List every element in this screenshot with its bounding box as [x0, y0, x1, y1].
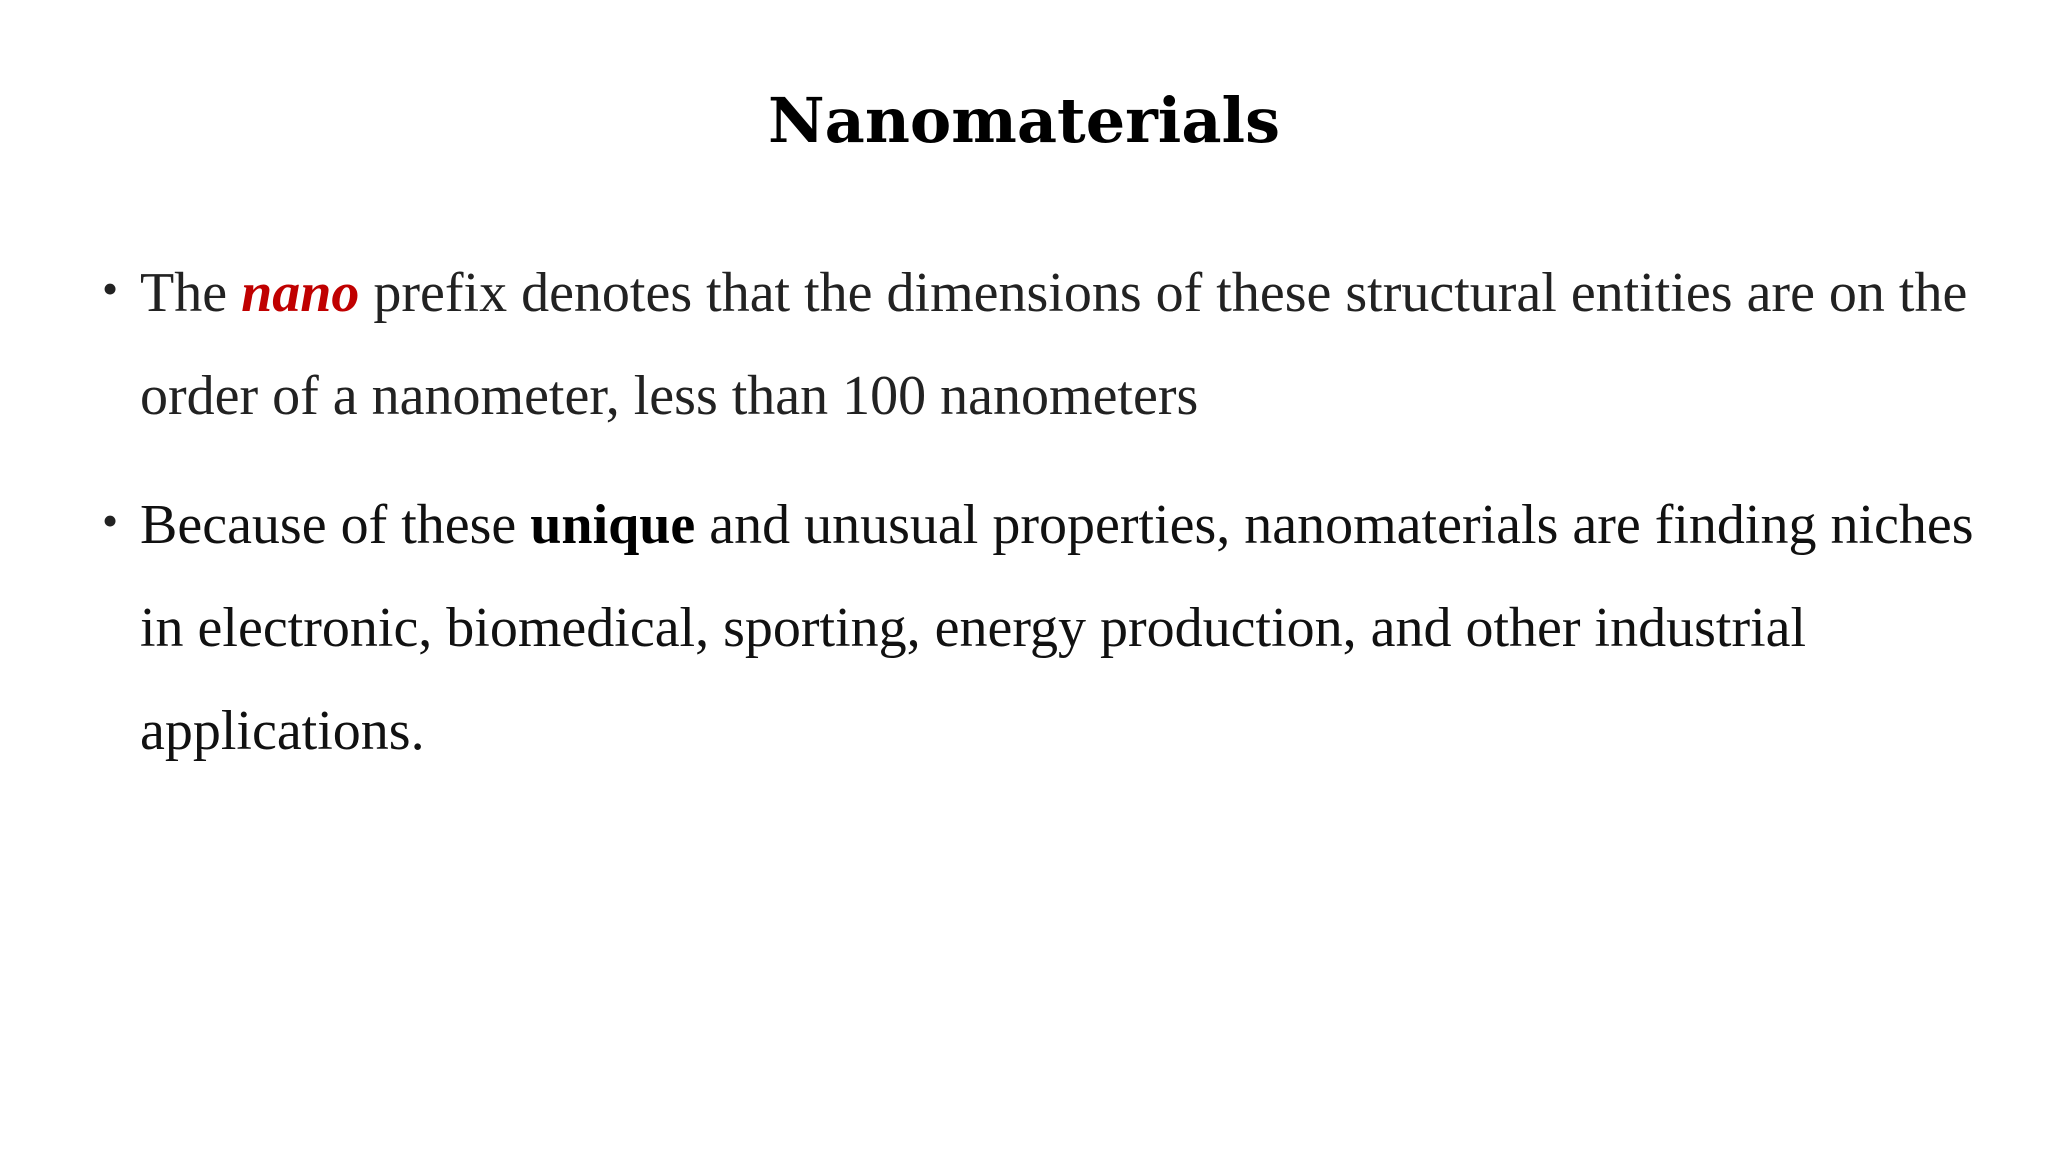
bullet-marker: •: [102, 263, 119, 314]
bullet-text-rest: prefix denotes that the dimensions of these structural entities are on the order of a nanometer, less than 100 nanometers: [140, 262, 1968, 427]
highlight-unique: unique: [530, 494, 696, 556]
bullet-marker: •: [102, 495, 119, 546]
slide-title: Nanomaterials: [768, 84, 1280, 157]
bullet-text-start: Because of these: [140, 494, 531, 556]
bullet-text-start: The: [140, 262, 242, 324]
bullet-text-rest: and unusual properties, nanomaterials are finding niches in electronic, biomedical, sporting, energy production, and other industrial applications.: [140, 494, 1974, 762]
bullet-item-unique-properties: [102, 474, 1980, 783]
highlight-nano: nano: [241, 262, 360, 324]
bullet-item-nano-prefix: [102, 242, 1980, 448]
